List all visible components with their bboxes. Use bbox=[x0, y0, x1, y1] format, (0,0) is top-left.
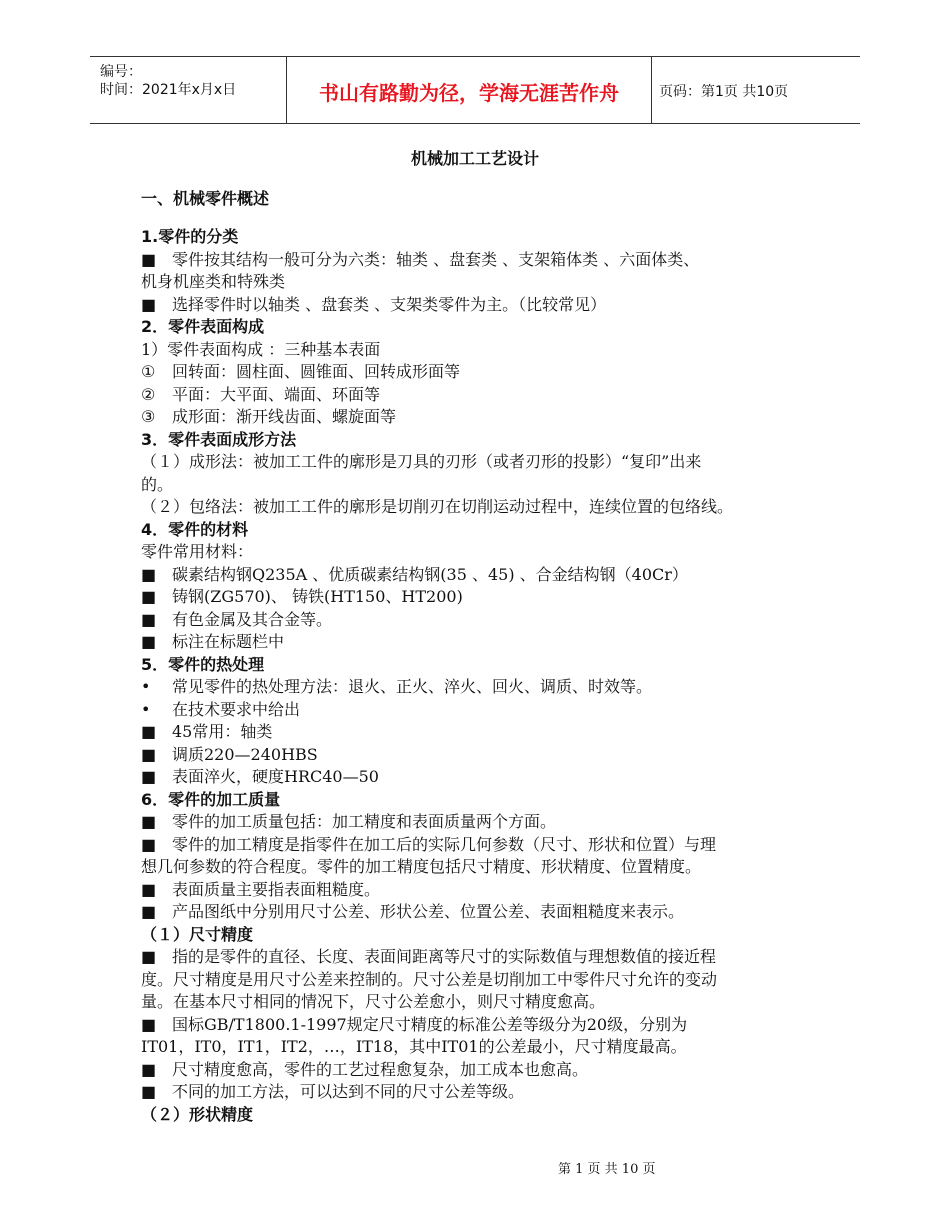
text-line bbox=[141, 879, 831, 902]
number-label: 编号： bbox=[100, 64, 142, 80]
line-text: （２）形状精度 bbox=[141, 1104, 254, 1124]
square-bullet-icon: ■ bbox=[141, 632, 157, 651]
line-text: 1）零件表面构成 ：三种基本表面 bbox=[141, 339, 381, 359]
square-bullet-icon: ■ bbox=[141, 609, 157, 629]
square-bullet-icon: ■ bbox=[141, 1014, 157, 1034]
line-text: 尺寸精度愈高，零件的工艺过程愈复杂，加工成本也愈高。 bbox=[172, 1059, 589, 1079]
line-text: 标注在标题栏中 bbox=[172, 632, 285, 651]
text-line bbox=[141, 406, 831, 429]
dot-bullet-icon: • bbox=[141, 699, 151, 719]
line-text: 45常用：轴类 bbox=[172, 722, 273, 741]
text-line bbox=[141, 969, 831, 992]
text-line bbox=[141, 1081, 831, 1104]
text-line bbox=[141, 564, 831, 587]
square-bullet-icon: ■ bbox=[141, 1059, 157, 1079]
text-line bbox=[141, 676, 831, 699]
line-text: IT01，IT0，IT1，IT2，…，IT18，其中IT01的公差最小，尺寸精度最高。 bbox=[141, 1037, 687, 1056]
line-text: 零件按其结构一般可分为六类：轴类 、盘套类 、支架箱体类 、六面体类、 bbox=[172, 249, 700, 269]
text-line bbox=[141, 766, 831, 789]
line-text: 的。 bbox=[141, 474, 174, 494]
text-line bbox=[141, 609, 831, 632]
text-line bbox=[141, 361, 831, 384]
line-text: 表面淬火，硬度HRC40—50 bbox=[172, 767, 379, 786]
line-text: 成形面：渐开线齿面、螺旋面等 bbox=[172, 407, 397, 426]
dot-bullet-icon: • bbox=[141, 677, 151, 696]
text-line bbox=[141, 834, 831, 857]
subheading bbox=[141, 519, 831, 542]
line-text: 选择零件时以轴类 、盘套类 、支架类零件为主。（比较常见） bbox=[172, 294, 607, 314]
line-text: 产品图纸中分别用尺寸公差、形状公差、位置公差、表面粗糙度来表示。 bbox=[172, 902, 685, 921]
line-text: 机身机座类和特殊类 bbox=[141, 272, 286, 291]
motto-text: 书山有路勤为径，学海无涯苦作舟 bbox=[319, 81, 619, 105]
text-line bbox=[141, 384, 831, 407]
text-line bbox=[141, 744, 831, 767]
text-line bbox=[141, 586, 831, 609]
time-label: 时间：2021年x月x日 bbox=[100, 82, 237, 98]
line-text: 在技术要求中给出 bbox=[172, 699, 301, 719]
text-line bbox=[141, 901, 831, 924]
line-text: 2．零件表面构成 bbox=[141, 317, 265, 336]
text-line bbox=[141, 946, 831, 969]
line-text: 4．零件的材料 bbox=[141, 519, 249, 539]
list-number: ③ bbox=[141, 407, 156, 426]
line-text: 铸钢(ZG570)、 铸铁(HT150、HT200) bbox=[172, 587, 463, 606]
text-line bbox=[141, 1036, 831, 1059]
square-bullet-icon: ■ bbox=[141, 744, 157, 764]
square-bullet-icon: ■ bbox=[141, 879, 157, 899]
line-text: 5．零件的热处理 bbox=[141, 654, 265, 674]
line-text: （２）包络法：被加工工件的廓形是切削刃在切削运动过程中，连续位置的包络线。 bbox=[141, 497, 734, 516]
line-text: 度。尺寸精度是用尺寸公差来控制的。尺寸公差是切削加工中零件尺寸允许的变动 bbox=[141, 969, 718, 989]
subheading bbox=[141, 429, 831, 452]
square-bullet-icon: ■ bbox=[141, 564, 157, 584]
page-info: 页码：第1页 共10页 bbox=[659, 84, 789, 100]
page-header bbox=[90, 56, 860, 124]
subheading bbox=[141, 316, 831, 339]
line-text: 3．零件表面成形方法 bbox=[141, 429, 297, 449]
header-left-cell bbox=[90, 57, 286, 123]
line-text: （１）尺寸精度 bbox=[141, 924, 254, 944]
square-bullet-icon: ■ bbox=[141, 767, 157, 786]
line-text: 想几何参数的符合程度。零件的加工精度包括尺寸精度、形状精度、位置精度。 bbox=[141, 857, 702, 876]
square-bullet-icon: ■ bbox=[141, 587, 157, 606]
square-bullet-icon: ■ bbox=[141, 812, 157, 831]
subheading bbox=[141, 1104, 831, 1127]
line-text: 有色金属及其合金等。 bbox=[172, 609, 333, 629]
text-line bbox=[141, 451, 831, 474]
line-text: 回转面：圆柱面、圆锥面、回转成形面等 bbox=[172, 362, 461, 381]
text-line bbox=[141, 249, 831, 272]
square-bullet-icon: ■ bbox=[141, 834, 157, 854]
line-text: 碳素结构钢Q235A 、优质碳素结构钢(35 、45) 、合金结构钢（40Cr） bbox=[172, 564, 688, 584]
square-bullet-icon: ■ bbox=[141, 947, 157, 966]
line-text: 调质220—240HBS bbox=[172, 744, 318, 764]
subheading bbox=[141, 226, 831, 249]
line-text: 平面：大平面、端面、环面等 bbox=[172, 384, 381, 404]
header-motto-cell bbox=[286, 57, 652, 123]
line-text: 国标GB/T1800.1-1997规定尺寸精度的标准公差等级分为20级，分别为 bbox=[172, 1014, 688, 1034]
line-text: 零件的加工质量包括：加工精度和表面质量两个方面。 bbox=[172, 812, 557, 831]
line-text: 零件的加工精度是指零件在加工后的实际几何参数（尺寸、形状和位置）与理 bbox=[172, 834, 717, 854]
list-number: ② bbox=[141, 384, 156, 404]
section-heading: 一、机械零件概述 bbox=[141, 189, 270, 208]
line-text: （１）成形法：被加工工件的廓形是刀具的刃形（或者刃形的投影）“复印”出来 bbox=[141, 452, 702, 471]
list-number: ① bbox=[141, 362, 156, 381]
text-line bbox=[141, 631, 831, 654]
line-text: 表面质量主要指表面粗糙度。 bbox=[172, 879, 381, 899]
header-page-cell bbox=[651, 57, 860, 123]
text-line bbox=[141, 339, 831, 362]
subheading bbox=[141, 924, 831, 947]
text-line bbox=[141, 699, 831, 722]
line-text: 6．零件的加工质量 bbox=[141, 789, 281, 809]
line-text: 量。在基本尺寸相同的情况下，尺寸公差愈小，则尺寸精度愈高。 bbox=[141, 992, 606, 1011]
document-title: 机械加工工艺设计 bbox=[410, 149, 539, 168]
line-text: 不同的加工方法，可以达到不同的尺寸公差等级。 bbox=[172, 1082, 525, 1101]
text-line bbox=[141, 294, 831, 317]
text-line bbox=[141, 271, 831, 294]
text-line bbox=[141, 474, 831, 497]
text-line bbox=[141, 856, 831, 879]
footer-page-number: 第 1 页 共 10 页 bbox=[558, 1162, 656, 1177]
line-text: 零件常用材料： bbox=[141, 542, 254, 561]
square-bullet-icon: ■ bbox=[141, 249, 157, 269]
square-bullet-icon: ■ bbox=[141, 902, 157, 921]
line-text: 常见零件的热处理方法：退火、正火、淬火、回火、调质、时效等。 bbox=[172, 677, 653, 696]
text-line bbox=[141, 1014, 831, 1037]
square-bullet-icon: ■ bbox=[141, 294, 157, 314]
text-line bbox=[141, 811, 831, 834]
document-body bbox=[141, 226, 831, 1126]
text-line bbox=[141, 991, 831, 1014]
line-text: 指的是零件的直径、长度、表面间距离等尺寸的实际数值与理想数值的接近程 bbox=[172, 947, 717, 966]
subheading bbox=[141, 789, 831, 812]
square-bullet-icon: ■ bbox=[141, 722, 157, 741]
text-line bbox=[141, 1059, 831, 1082]
text-line bbox=[141, 721, 831, 744]
line-text: 1.零件的分类 bbox=[141, 227, 239, 246]
square-bullet-icon: ■ bbox=[141, 1082, 157, 1101]
text-line bbox=[141, 496, 831, 519]
subheading bbox=[141, 654, 831, 677]
text-line bbox=[141, 541, 831, 564]
